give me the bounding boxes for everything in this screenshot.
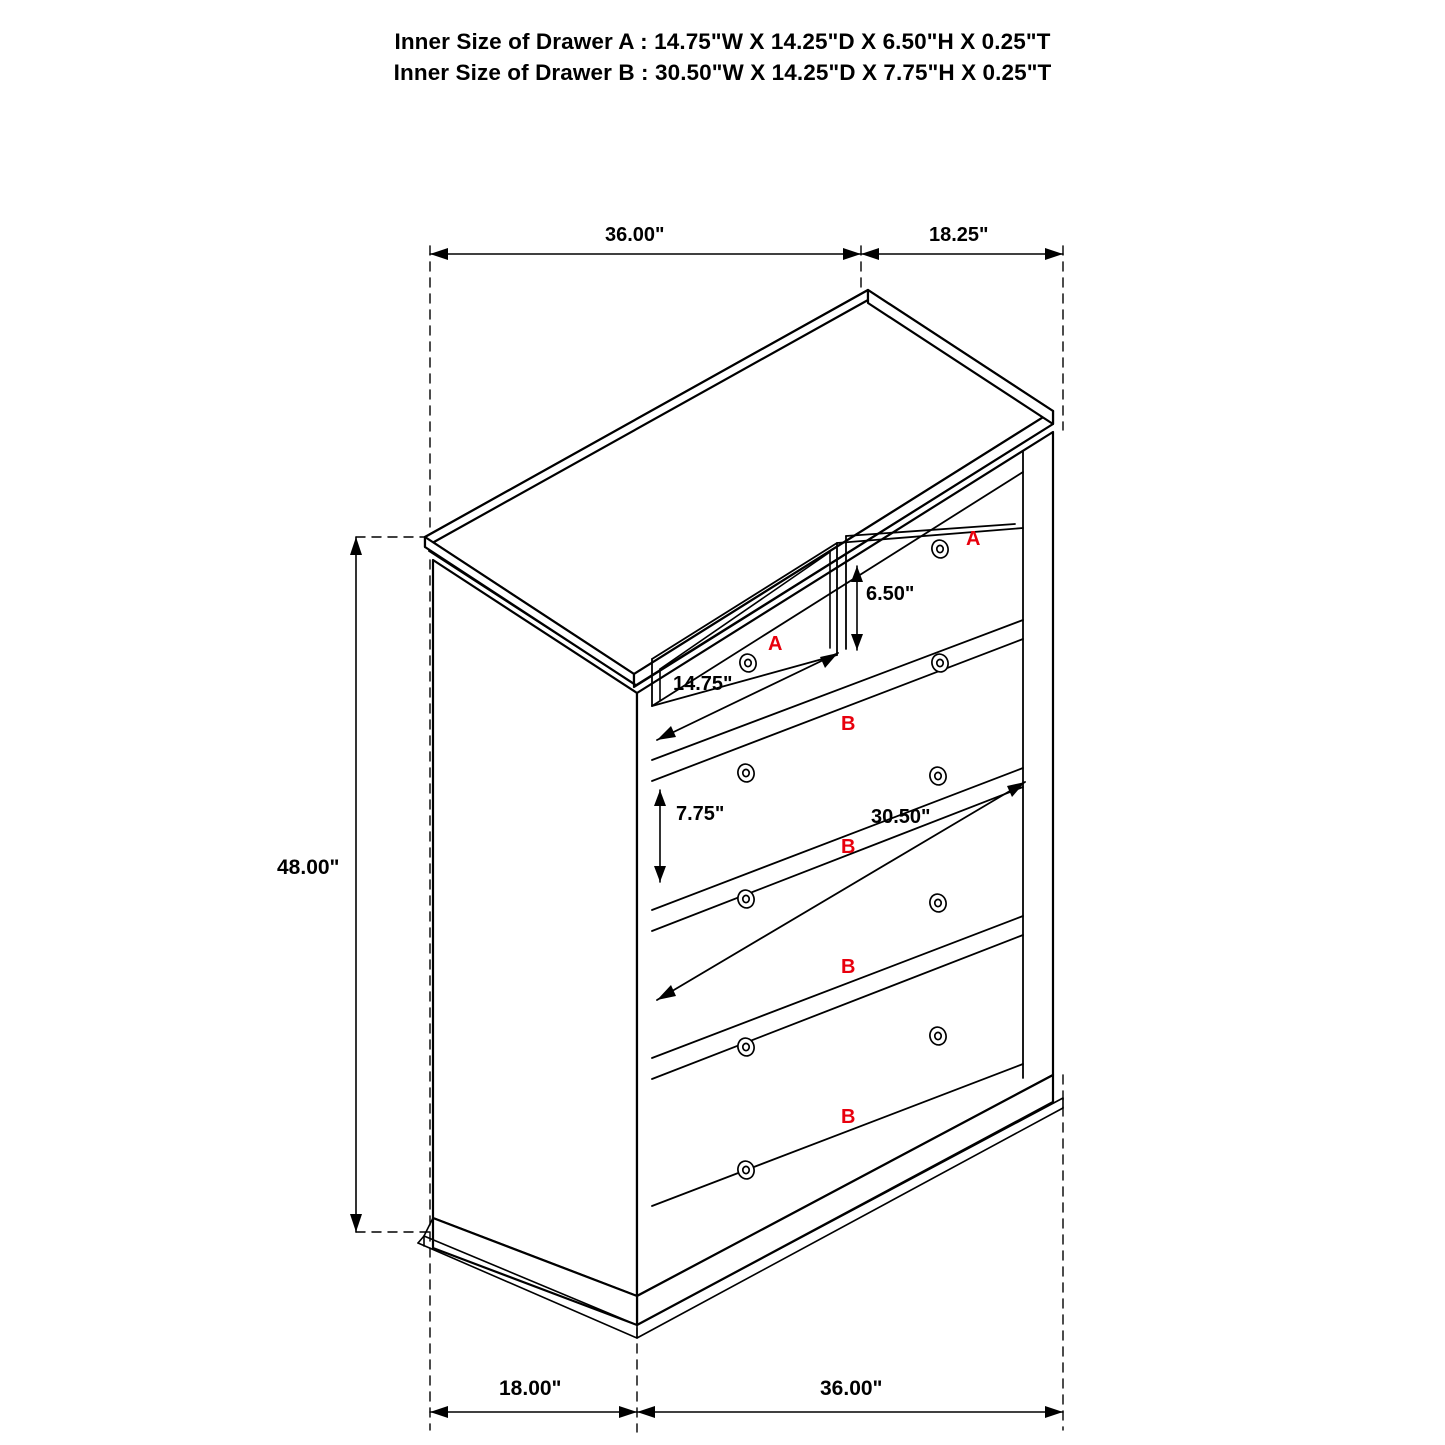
dim-base-depth-label: 18.00" — [499, 1377, 562, 1400]
header-line-drawer-b: Inner Size of Drawer B : 30.50"W X 14.25"D X 7.75"H X 0.25"T — [393, 60, 1052, 85]
left-foot — [424, 1218, 433, 1236]
dim-height-label: 48.00" — [277, 856, 340, 879]
drawer-label-b-4: B — [841, 1106, 856, 1128]
dim-top-depth-label: 18.25" — [929, 224, 989, 246]
top-dimension-line — [430, 248, 1063, 260]
height-dimension-line — [350, 537, 362, 1232]
dim-drawer-a-width-label: 14.75" — [673, 673, 733, 695]
cabinet-left-side — [433, 560, 637, 1296]
header-line-drawer-a: Inner Size of Drawer A : 14.75"W X 14.25"D X 6.50"H X 0.25"T — [394, 29, 1051, 54]
dim-drawer-a-height-label: 6.50" — [866, 583, 915, 605]
bottom-dimension-line — [430, 1406, 1063, 1418]
drawer-label-a-left: A — [768, 633, 783, 655]
drawer-label-b-1: B — [841, 713, 856, 735]
dim-drawer-b-height-label: 7.75" — [676, 803, 725, 825]
drawer-label-b-2: B — [841, 836, 856, 858]
dim-drawer-b-width-label: 30.50" — [871, 806, 931, 828]
dim-top-width-label: 36.00" — [605, 224, 665, 246]
dim-base-width-label: 36.00" — [820, 1377, 883, 1400]
drawer-label-b-3: B — [841, 956, 856, 978]
drawer-label-a-right: A — [966, 528, 981, 550]
